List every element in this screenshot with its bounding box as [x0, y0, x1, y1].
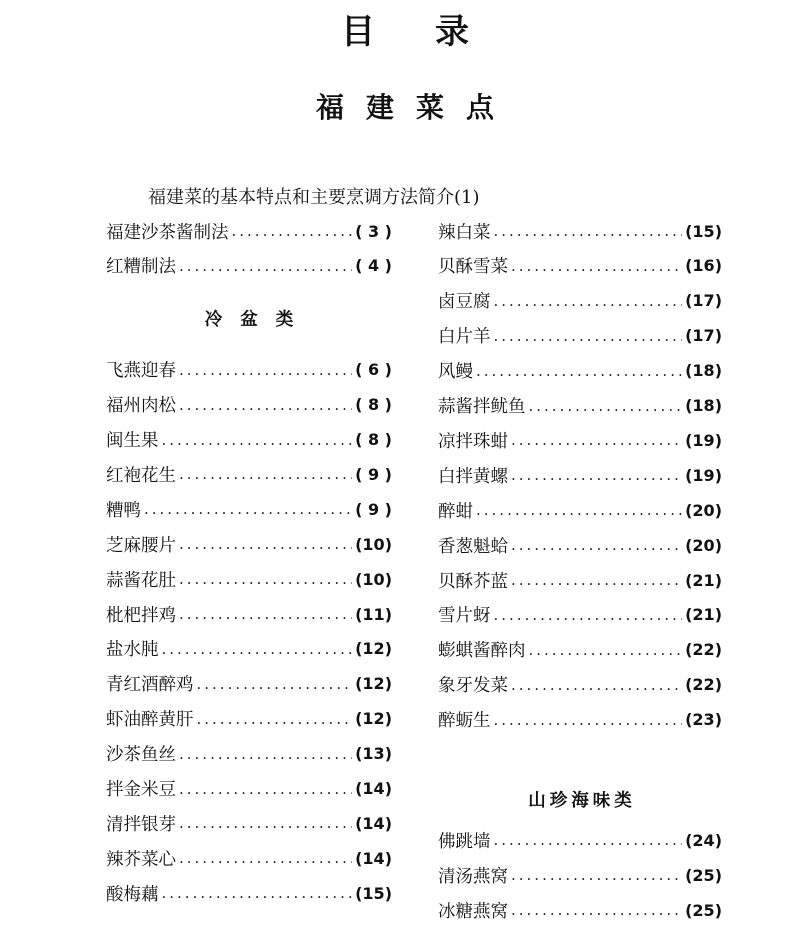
intro-entry: 福建菜的基本特点和主要烹调方法简介(1) — [148, 187, 480, 208]
entry-page-number: (25) — [685, 865, 722, 885]
dot-leader — [511, 466, 682, 484]
entry-name: 凉拌珠蚶 — [438, 431, 508, 452]
dot-leader — [179, 605, 352, 623]
toc-entry — [438, 214, 722, 248]
toc-entry — [438, 668, 722, 702]
entry-name: 枇杷拌鸡 — [106, 605, 176, 626]
entry-page-number: ( 8 ) — [355, 395, 392, 415]
toc-entry — [106, 527, 392, 561]
toc-entry — [106, 457, 392, 491]
toc-entry — [438, 493, 722, 527]
entry-page-number: (21) — [685, 605, 722, 625]
dot-leader — [179, 780, 352, 798]
dot-leader — [179, 535, 352, 553]
dot-leader — [494, 327, 683, 345]
toc-entry — [438, 354, 722, 388]
page-title: 目录 — [341, 12, 529, 52]
dot-leader — [179, 745, 352, 763]
toc-entry — [438, 389, 722, 423]
dot-leader — [179, 361, 352, 379]
section-title: 福建菜点 — [315, 91, 516, 124]
dot-leader — [476, 362, 682, 380]
toc-entry — [438, 423, 722, 457]
toc-entry — [106, 702, 392, 736]
entry-name: 福州肉松 — [106, 396, 176, 417]
entry-page-number: (23) — [685, 710, 722, 730]
entry-name: 盐水肫 — [106, 640, 159, 661]
entry-page-number: (14) — [355, 779, 392, 798]
entry-page-number: (20) — [685, 535, 722, 555]
dot-leader — [162, 431, 353, 449]
entry-page-number: (10) — [355, 569, 392, 589]
entry-name: 清汤燕窝 — [438, 866, 508, 887]
dot-leader — [494, 292, 683, 310]
entry-name: 卤豆腐 — [438, 292, 491, 313]
toc-entry — [106, 841, 392, 875]
dot-leader — [179, 570, 352, 588]
dot-leader — [232, 222, 353, 240]
dot-leader — [511, 676, 682, 694]
dot-leader — [179, 257, 352, 275]
entry-page-number: (21) — [685, 570, 722, 590]
toc-entry — [438, 703, 722, 737]
entry-page-number: (10) — [355, 534, 392, 554]
toc-entry — [106, 423, 392, 457]
toc-entry — [438, 893, 722, 927]
entry-name: 红袍花生 — [106, 465, 176, 486]
entry-page-number: ( 6 ) — [355, 360, 392, 380]
toc-entry — [106, 562, 392, 596]
dot-leader — [162, 640, 353, 658]
toc-entry — [106, 597, 392, 631]
entry-name: 辣芥菜心 — [106, 849, 176, 870]
entry-name: 雪片蚜 — [438, 606, 491, 627]
entry-name: 蒜酱花肚 — [106, 570, 176, 591]
entry-page-number: (13) — [355, 744, 392, 764]
entry-page-number: (12) — [355, 709, 392, 729]
entry-name: 虾油醉黄肝 — [106, 710, 194, 731]
entry-name: 飞燕迎春 — [106, 361, 176, 382]
dot-leader — [511, 431, 682, 449]
dot-leader — [529, 397, 683, 415]
entry-page-number: (20) — [685, 500, 722, 520]
entry-page-number: ( 4 ) — [355, 256, 392, 276]
entry-page-number: (11) — [355, 604, 392, 624]
toc-entry — [438, 598, 722, 632]
toc-entry — [438, 858, 722, 892]
toc-entry — [106, 667, 392, 701]
toc-entry — [106, 353, 392, 387]
entry-name: 风鳗 — [438, 362, 473, 383]
dot-leader — [494, 222, 683, 240]
toc-entry — [438, 319, 722, 353]
entry-page-number: (17) — [685, 326, 722, 346]
entry-name: 冰糖燕窝 — [438, 901, 508, 922]
dot-leader — [494, 711, 683, 729]
dot-leader — [179, 814, 352, 832]
toc-entry — [438, 563, 722, 597]
dot-leader — [511, 571, 682, 589]
dot-leader — [511, 536, 682, 554]
entry-name: 清拌银芽 — [106, 814, 176, 835]
dot-leader — [197, 675, 353, 693]
entry-name: 酸梅藕 — [106, 884, 159, 905]
entry-page-number: (19) — [685, 430, 722, 450]
toc-entry — [106, 249, 392, 283]
entry-page-number: (19) — [685, 465, 722, 485]
dot-leader — [179, 396, 352, 414]
entry-page-number: (22) — [685, 640, 722, 660]
dot-leader — [179, 849, 352, 867]
toc-entry — [106, 214, 392, 248]
entry-page-number: ( 3 ) — [355, 221, 392, 241]
entry-page-number: (25) — [685, 900, 722, 920]
entry-page-number: (12) — [355, 674, 392, 694]
entry-page-number: ( 9 ) — [355, 499, 392, 519]
category-heading: 冷盆类 — [204, 310, 312, 331]
dot-leader — [197, 710, 353, 728]
dot-leader — [511, 866, 682, 884]
entry-name: 青红酒醉鸡 — [106, 675, 194, 696]
dot-leader — [144, 500, 352, 518]
dot-leader — [162, 884, 353, 902]
toc-entry — [106, 876, 392, 910]
dot-leader — [179, 465, 352, 483]
entry-name: 蒜酱拌鱿鱼 — [438, 397, 526, 417]
entry-page-number: (15) — [355, 883, 392, 903]
dot-leader — [476, 501, 682, 519]
entry-page-number: (18) — [685, 396, 722, 415]
entry-name: 糟鸭 — [106, 500, 141, 521]
toc-entry — [106, 772, 392, 806]
entry-name: 贝酥芥蓝 — [438, 571, 508, 592]
toc-entry — [438, 633, 722, 667]
entry-page-number: ( 9 ) — [355, 464, 392, 484]
toc-entry — [438, 823, 722, 857]
entry-page-number: (18) — [685, 361, 722, 381]
dot-leader — [511, 901, 682, 919]
entry-name: 象牙发菜 — [438, 676, 508, 697]
entry-name: 红糟制法 — [106, 257, 176, 278]
dot-leader — [511, 257, 682, 275]
entry-name: 拌金米豆 — [106, 780, 176, 800]
entry-page-number: (14) — [355, 848, 392, 868]
entry-name: 佛跳墙 — [438, 831, 491, 852]
entry-name: 白拌黄螺 — [438, 466, 508, 487]
entry-page-number: (24) — [685, 830, 722, 850]
entry-page-number: (16) — [685, 256, 722, 276]
entry-page-number: (12) — [355, 639, 392, 659]
toc-entry — [438, 284, 722, 318]
entry-name: 福建沙茶酱制法 — [106, 222, 229, 243]
entry-name: 闽生果 — [106, 431, 159, 451]
entry-name: 醉蚶 — [438, 501, 473, 522]
toc-entry — [438, 458, 722, 492]
entry-page-number: (14) — [355, 813, 392, 833]
entry-page-number: (22) — [685, 675, 722, 695]
entry-name: 白片羊 — [438, 327, 491, 348]
toc-entry — [106, 632, 392, 666]
toc-entry — [106, 737, 392, 771]
category-heading: 山珍海味类 — [528, 790, 636, 811]
entry-name: 辣白菜 — [438, 222, 491, 243]
toc-entry — [106, 388, 392, 422]
entry-name: 香葱魁蛤 — [438, 536, 508, 557]
entry-name: 芝麻腰片 — [106, 535, 176, 556]
entry-name: 沙茶鱼丝 — [106, 745, 176, 766]
dot-leader — [494, 831, 683, 849]
entry-name: 贝酥雪菜 — [438, 257, 508, 278]
entry-name: 醉蛎生 — [438, 711, 491, 732]
entry-page-number: (15) — [685, 221, 722, 241]
dot-leader — [494, 606, 683, 624]
entry-page-number: ( 8 ) — [355, 430, 392, 449]
entry-name: 蟛蜞酱醉肉 — [438, 641, 526, 662]
entry-page-number: (17) — [685, 291, 722, 311]
toc-entry — [106, 806, 392, 840]
toc-entry — [438, 249, 722, 283]
toc-entry — [438, 528, 722, 562]
toc-entry — [106, 492, 392, 526]
dot-leader — [529, 641, 683, 659]
